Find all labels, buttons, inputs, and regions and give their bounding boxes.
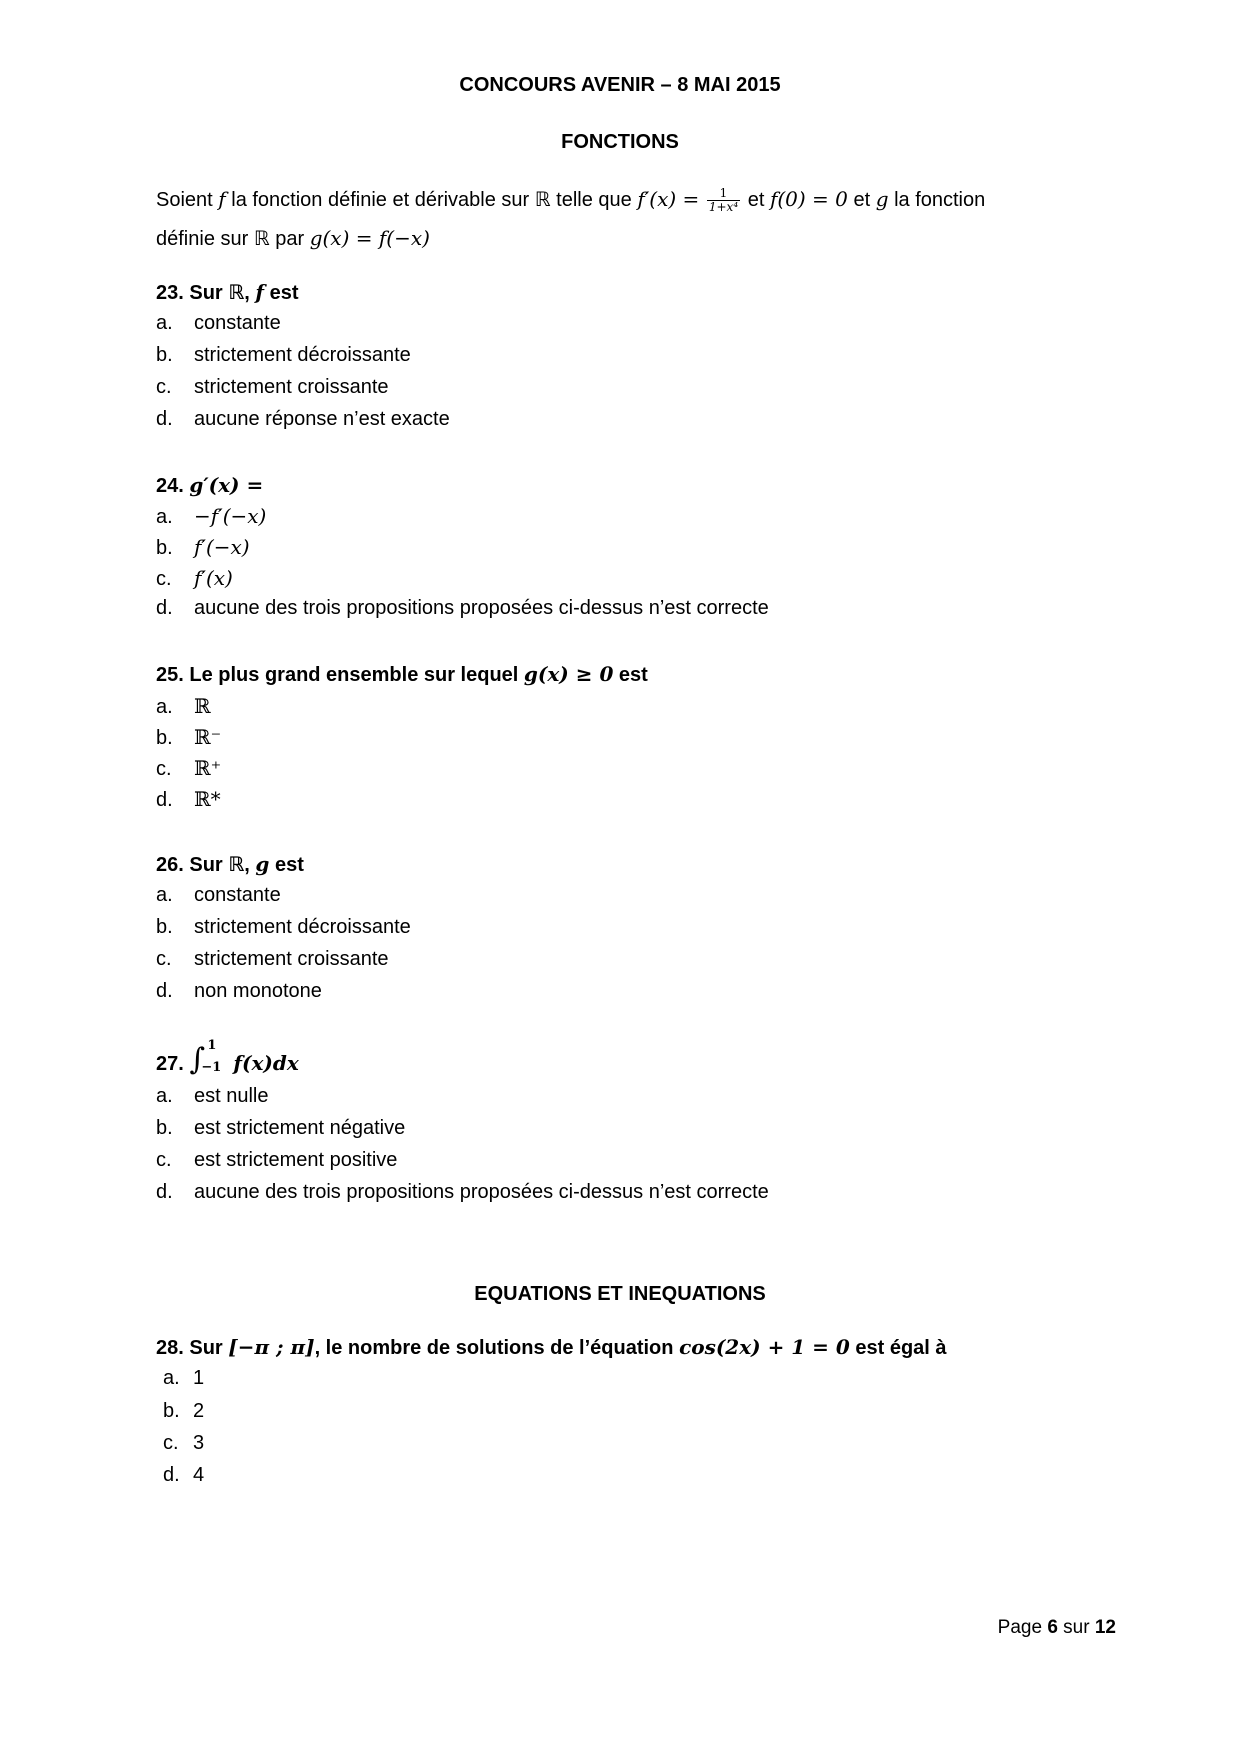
question-number: 23. [156,282,184,304]
option-text: strictement décroissante [194,344,411,366]
option-label: d. [163,1464,180,1486]
question-math: f [255,280,265,304]
intro-text: la fonction [894,189,986,211]
question-interval: [−π ; π] [228,1335,315,1359]
option-label: a. [156,312,173,334]
question-text: est [269,282,299,304]
page-number [998,1617,1116,1639]
option-text: constante [194,884,281,906]
question-25 [156,662,648,687]
question-math: g′(x) = [189,473,264,497]
question-math: f(x)dx [233,1051,299,1075]
option-23d[interactable] [156,408,450,431]
option-label: b. [156,537,173,559]
option-24c[interactable] [156,566,233,591]
option-24a[interactable] [156,504,266,529]
question-number: 28. [156,1337,184,1359]
option-27d[interactable] [156,1181,769,1204]
option-26d[interactable] [156,980,322,1003]
intro-text: définie sur ℝ par [156,228,305,250]
option-28b[interactable] [163,1400,204,1423]
question-26 [156,852,304,877]
option-text: aucune réponse n’est exacte [194,408,450,430]
option-text: aucune des trois propositions proposées ci-dessus n’est correcte [194,1181,769,1203]
question-math: g [255,852,270,876]
question-27 [156,1038,299,1077]
integral-lower-bound: −1 [201,1060,222,1075]
option-28d[interactable] [163,1464,204,1487]
fraction-numerator: 1 [707,187,740,201]
option-label: c. [156,568,172,590]
option-text: 4 [193,1464,205,1486]
option-23b[interactable] [156,344,411,367]
question-text: Sur [189,1337,223,1359]
option-text: ℝ⁻ [194,725,222,749]
option-25a[interactable] [156,694,211,719]
page-word: Page [997,1617,1043,1638]
option-label: a. [156,1085,173,1107]
question-number: 25. [156,664,184,686]
option-28a[interactable] [163,1367,204,1390]
page-sur: sur [1063,1617,1090,1638]
option-25c[interactable] [156,756,221,781]
option-label: c. [156,948,172,970]
option-26c[interactable] [156,948,389,971]
option-28c[interactable] [163,1432,204,1455]
option-label: a. [156,884,173,906]
option-label: a. [156,696,173,718]
option-label: a. [156,506,173,528]
option-text: f′(x) [194,566,233,590]
option-text: ℝ* [194,787,221,811]
option-label: d. [156,980,173,1002]
option-24b[interactable] [156,535,250,560]
option-label: b. [156,916,173,938]
intro-text: la fonction définie et dérivable sur ℝ telle que [231,189,632,211]
current-page: 6 [1047,1617,1058,1638]
option-label: b. [156,344,173,366]
option-label: d. [156,789,173,811]
option-label: c. [163,1432,179,1454]
question-text: est [618,664,648,686]
option-text: est strictement positive [194,1149,398,1171]
option-text: strictement croissante [194,376,389,398]
option-text: ℝ [194,694,211,718]
option-24d[interactable] [156,597,769,620]
question-text: est [274,854,304,876]
option-text: ℝ⁺ [194,756,222,780]
intro-math-f0: f(0) = 0 [769,187,848,211]
intro-text: et [747,189,765,211]
option-label: d. [156,408,173,430]
question-number: 27. [156,1053,184,1075]
intro-math-g-def: g(x) = f(−x) [309,226,430,250]
section-title-equations: EQUATIONS ET INEQUATIONS [474,1283,766,1305]
intro-text: Soient [156,189,213,211]
question-text: est égal à [855,1337,947,1359]
question-equation: cos(2x) + 1 = 0 [679,1335,850,1359]
option-text: −f′(−x) [194,504,267,528]
intro-math-fprime: f′(x) = [637,187,700,211]
option-23a[interactable] [156,312,281,335]
question-24 [156,473,263,498]
intro-math-g: g [875,187,889,211]
question-number: 26. [156,854,184,876]
option-label: a. [163,1367,180,1389]
question-text: Le plus grand ensemble sur lequel [189,664,519,686]
question-number: 24. [156,475,184,497]
total-pages: 12 [1094,1617,1116,1638]
section-title-fonctions: FONCTIONS [561,131,679,153]
option-26a[interactable] [156,884,281,907]
option-text: est strictement négative [194,1117,406,1139]
fraction [707,187,740,214]
integral-sign: ∫ 1 −1 [189,1038,222,1077]
option-label: c. [156,376,172,398]
option-text: strictement décroissante [194,916,411,938]
option-27c[interactable] [156,1149,397,1172]
option-label: c. [156,758,172,780]
question-math: g(x) ≥ 0 [523,662,614,686]
intro-text: et [853,189,871,211]
option-27b[interactable] [156,1117,405,1140]
option-26b[interactable] [156,916,411,939]
option-text: f′(−x) [194,535,250,559]
intro-paragraph [156,180,1096,258]
option-label: d. [156,1181,173,1203]
option-text: 1 [193,1367,205,1389]
question-23 [156,280,299,305]
option-text: non monotone [194,980,322,1002]
intro-math-f: f [218,187,226,211]
option-27a[interactable] [156,1085,269,1108]
option-text: aucune des trois propositions proposées ci-dessus n’est correcte [194,597,769,619]
option-text: strictement croissante [194,948,389,970]
option-text: est nulle [194,1085,269,1107]
question-text: Sur ℝ, [189,282,250,304]
fraction-denominator: 1+x⁴ [708,200,739,215]
option-label: b. [156,727,173,749]
option-label: c. [156,1149,172,1171]
option-label: d. [156,597,173,619]
option-25d[interactable] [156,787,221,812]
document-title: CONCOURS AVENIR – 8 MAI 2015 [459,74,781,96]
option-label: b. [156,1117,173,1139]
option-text: constante [194,312,281,334]
option-label: b. [163,1400,180,1422]
question-text: , le nombre de solutions de l’équation [314,1337,674,1359]
option-23c[interactable] [156,376,389,399]
option-text: 3 [193,1432,205,1454]
question-28 [156,1335,947,1360]
integral-upper-bound: 1 [207,1038,217,1053]
option-25b[interactable] [156,725,221,750]
option-text: 2 [193,1400,205,1422]
question-text: Sur ℝ, [189,854,250,876]
